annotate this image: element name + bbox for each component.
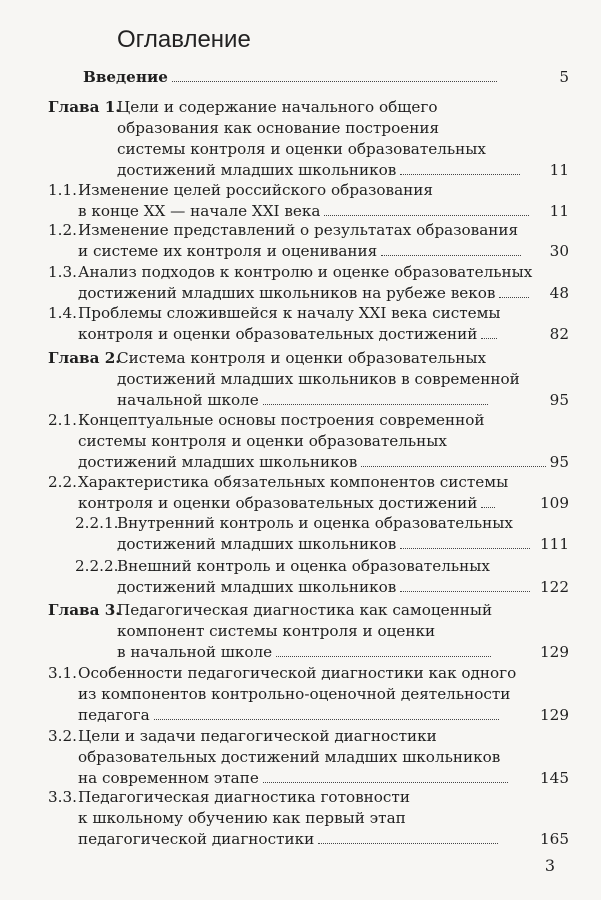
toc-entry-line: Система контроля и оценки образовательных — [117, 349, 487, 367]
dot-leader — [361, 466, 546, 467]
toc-entry-line: образовательных достижений младших школьников — [78, 748, 501, 766]
toc-entry-line: Цели и содержание начального общего — [117, 98, 438, 116]
toc-entry-line: контроля и оценки образовательных достижений — [78, 494, 478, 512]
toc-entry-line: из компонентов контрольно-оценочной деятельности — [78, 685, 511, 703]
page-title: Оглавление — [117, 26, 251, 53]
dot-leader — [481, 507, 495, 508]
toc-page-number: 11 — [549, 202, 569, 220]
toc-entry-line: педагога — [78, 706, 150, 724]
page-folio-number: 3 — [544, 856, 555, 875]
toc-page-number: 145 — [540, 769, 569, 787]
toc-entry-number: 1.3. — [48, 263, 77, 281]
dot-leader — [499, 297, 529, 298]
toc-entry-line: Характеристика обязательных компонентов системы — [78, 473, 509, 491]
toc-entry-number: Глава 2. — [48, 349, 121, 367]
dot-leader — [400, 548, 530, 549]
toc-entry-line: образования как основание построения — [117, 119, 440, 137]
toc-entry-line: к школьному обучению как первый этап — [78, 809, 406, 827]
toc-entry-line: контроля и оценки образовательных достижений — [78, 325, 478, 343]
dot-leader — [263, 782, 508, 783]
toc-entry-line: Изменение представлений о результатах образования — [78, 221, 519, 239]
toc-entry-line: на современном этапе — [78, 769, 259, 787]
toc-entry-line: достижений младших школьников на рубеже веков — [78, 284, 496, 302]
toc-entry-number: 1.4. — [48, 304, 77, 322]
dot-leader — [172, 81, 497, 82]
toc-entry-line: Особенности педагогической диагностики как одного — [78, 664, 517, 682]
toc-entry-line: достижений младших школьников — [117, 161, 397, 179]
toc-entry-line: Внутренний контроль и оценка образовательных — [117, 514, 513, 532]
toc-entry-line: Педагогическая диагностика готовности — [78, 788, 410, 806]
toc-entry-line: Анализ подходов к контролю и оценке образовательных — [78, 263, 533, 281]
toc-entry-line: Концептуальные основы построения современной — [78, 411, 485, 429]
toc-entry-number: 1.1. — [48, 181, 77, 199]
toc-entry-line: достижений младших школьников — [78, 453, 358, 471]
toc-entry-number: 3.2. — [48, 727, 77, 745]
toc-page-number: 30 — [549, 242, 569, 260]
toc-page-number: 165 — [540, 830, 569, 848]
toc-entry-line: компонент системы контроля и оценки — [117, 622, 436, 640]
toc-page-number: 109 — [540, 494, 569, 512]
toc-entry-line: достижений младших школьников — [117, 578, 397, 596]
toc-entry-number: Глава 1. — [48, 98, 121, 116]
toc-entry-line: начальной школе — [117, 391, 259, 409]
toc-page-number: 48 — [549, 284, 569, 302]
toc-entry-line: и системе их контроля и оценивания — [78, 242, 378, 260]
toc-entry-number: 3.1. — [48, 664, 77, 682]
toc-page-number: 82 — [549, 325, 569, 343]
toc-page-number: 95 — [549, 453, 569, 471]
toc-page-number: 111 — [540, 535, 569, 553]
toc-entry-line: системы контроля и оценки образовательных — [78, 432, 447, 450]
toc-entry-number: 1.2. — [48, 221, 77, 239]
toc-entry-line: в начальной школе — [117, 643, 273, 661]
dot-leader — [324, 215, 529, 216]
dot-leader — [318, 843, 498, 844]
toc-entry-line: в конце XX — начале XXI века — [78, 202, 321, 220]
toc-page-number: 5 — [559, 68, 569, 86]
toc-entry-line: достижений младших школьников в современной — [117, 370, 520, 388]
toc-entry-number: 2.2.2. — [75, 557, 119, 575]
dot-leader — [481, 338, 497, 339]
toc-entry-number: 2.2. — [48, 473, 77, 491]
dot-leader — [154, 719, 499, 720]
toc-entry-number: Глава 3. — [48, 601, 121, 619]
toc-entry-line: достижений младших школьников — [117, 535, 397, 553]
toc-entry-line: Педагогическая диагностика как самоценный — [117, 601, 493, 619]
toc-entry-title: Введение — [83, 68, 168, 86]
dot-leader — [400, 174, 520, 175]
dot-leader — [400, 591, 530, 592]
toc-page-number: 95 — [549, 391, 569, 409]
toc-entry-line: Проблемы сложившейся к началу XXI века системы — [78, 304, 501, 322]
toc-entry-line: Изменение целей российского образования — [78, 181, 433, 199]
dot-leader — [263, 404, 488, 405]
toc-entry-number: 3.3. — [48, 788, 77, 806]
toc-entry-line: Цели и задачи педагогической диагностики — [78, 727, 437, 745]
toc-entry-number: 2.2.1. — [75, 514, 119, 532]
toc-entry-line: педагогической диагностики — [78, 830, 315, 848]
toc-entry-number: 2.1. — [48, 411, 77, 429]
toc-entry-line: системы контроля и оценки образовательных — [117, 140, 486, 158]
dot-leader — [276, 656, 491, 657]
toc-page-number: 129 — [540, 706, 569, 724]
toc-page-number: 122 — [540, 578, 569, 596]
toc-page-number: 11 — [549, 161, 569, 179]
toc-page-number: 129 — [540, 643, 569, 661]
dot-leader — [381, 255, 521, 256]
toc-entry-line: Внешний контроль и оценка образовательных — [117, 557, 490, 575]
